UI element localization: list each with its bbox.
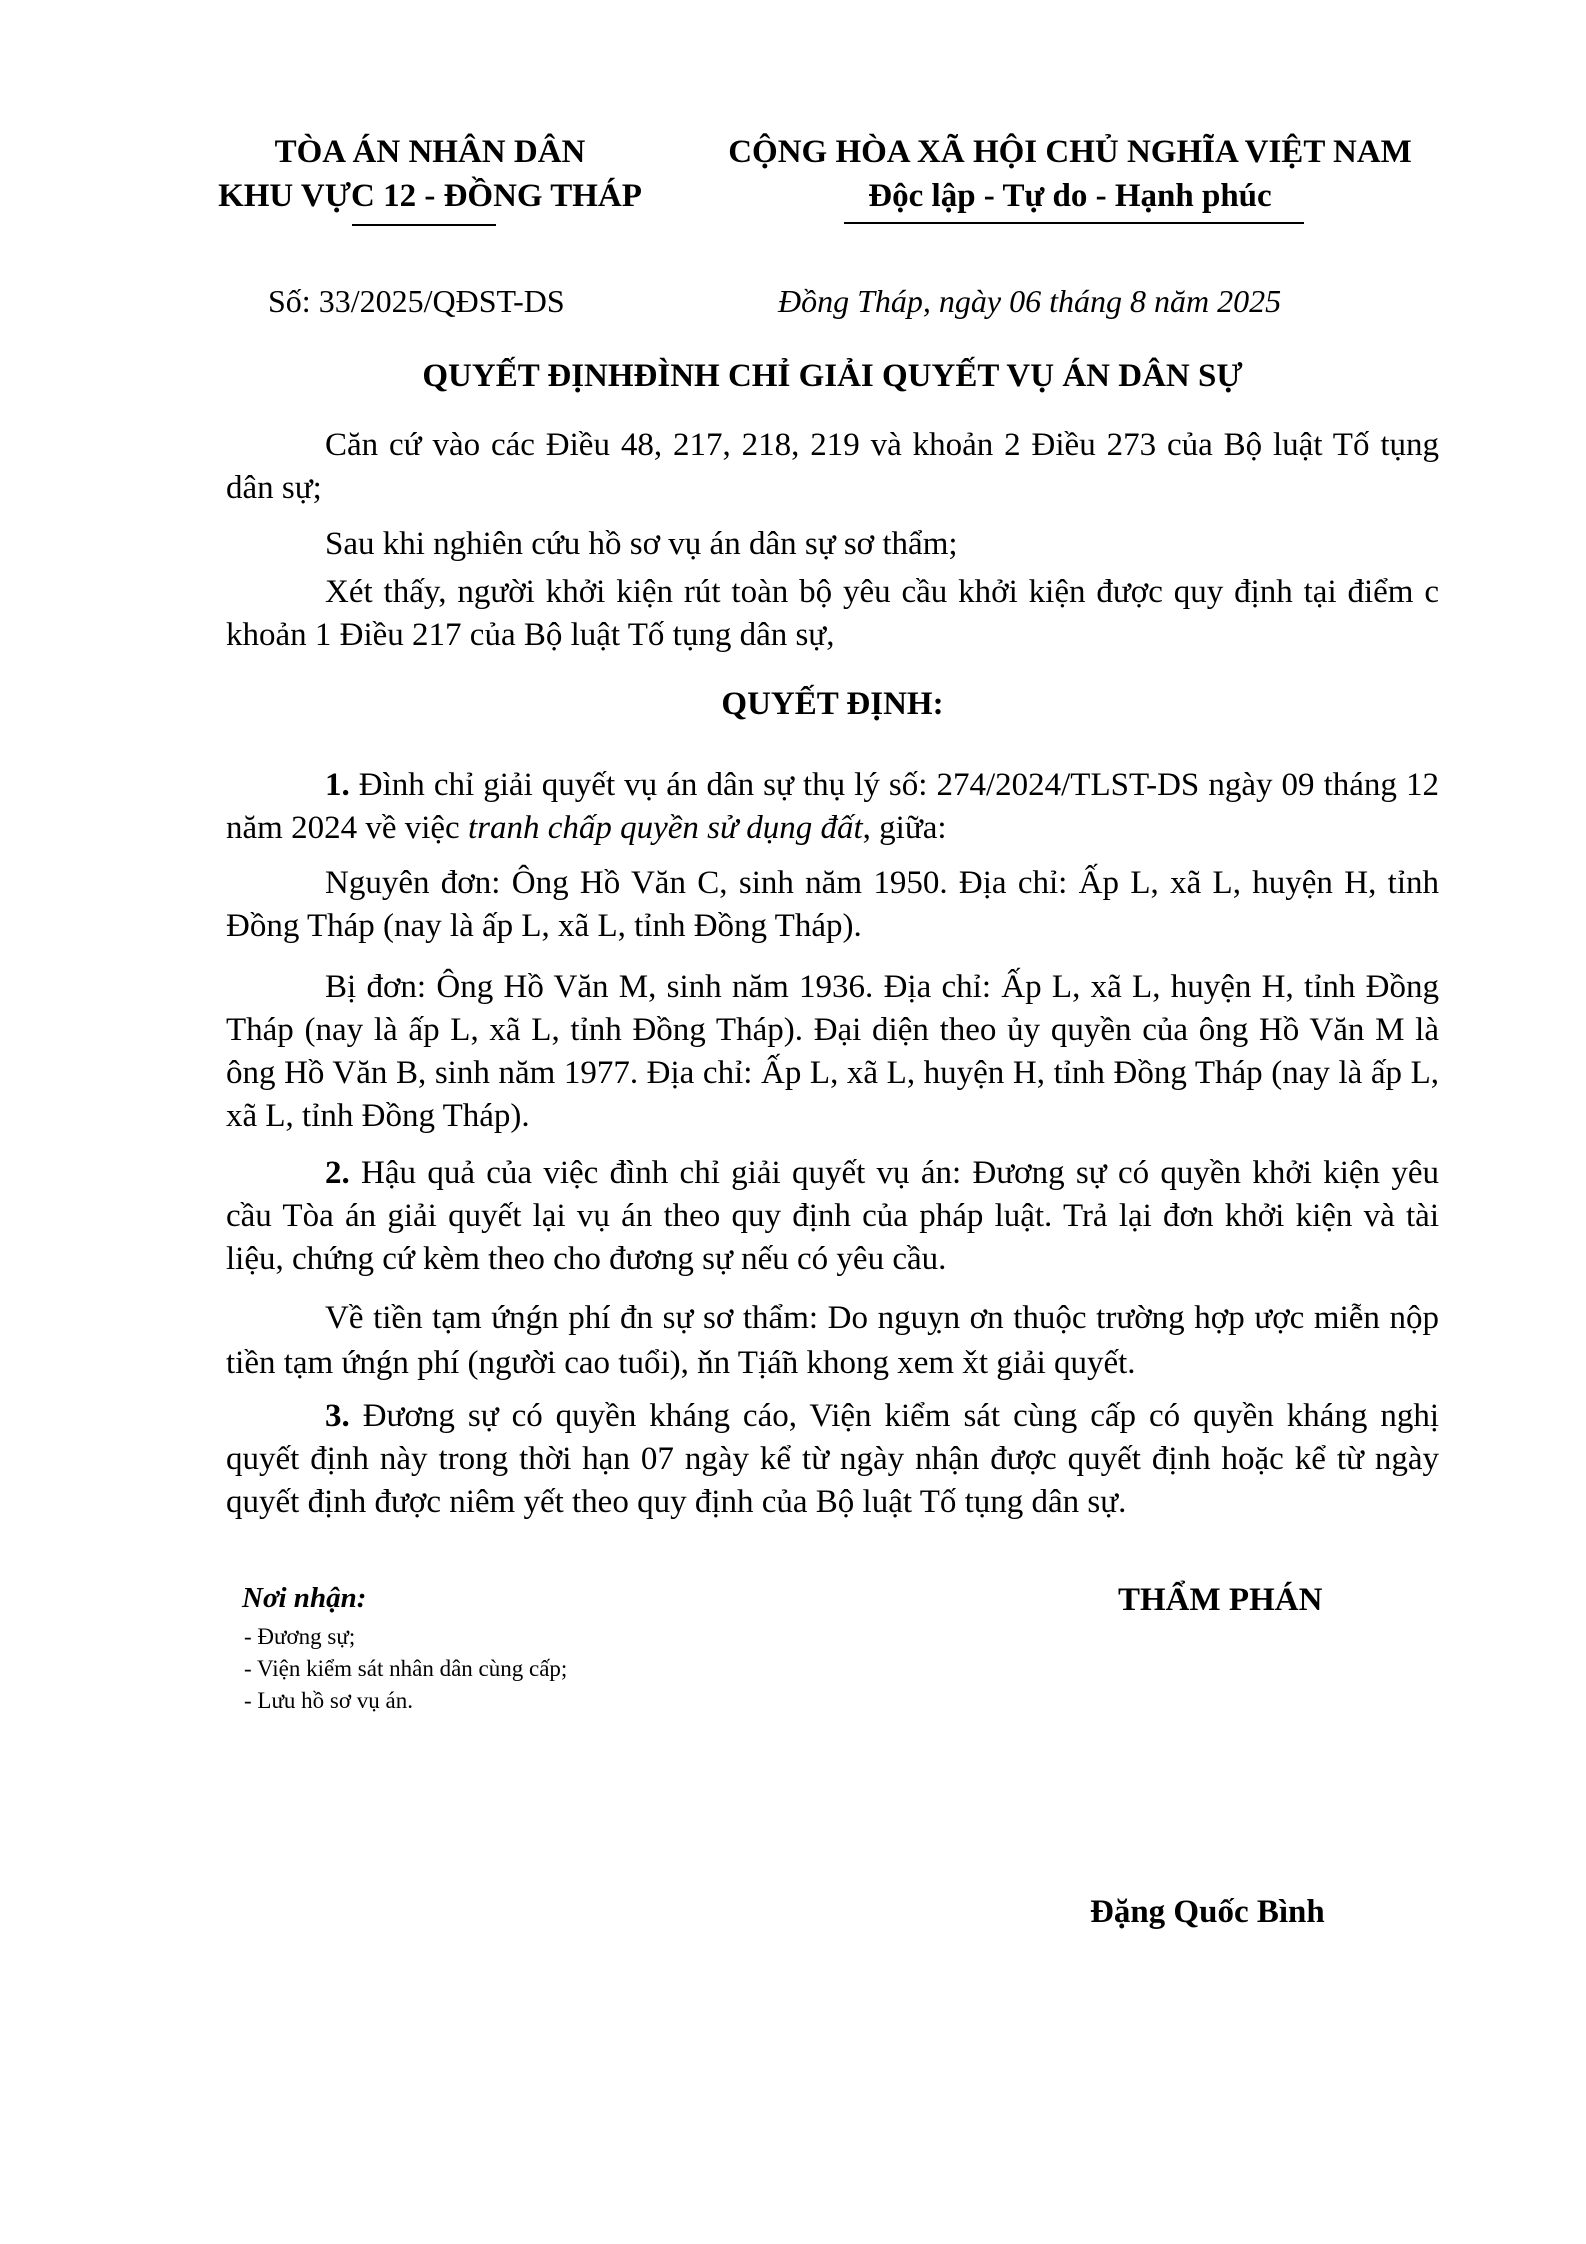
court-fee-info: Về tiền tạm ứnǵn phí đn sự sơ thẩm: Do nguỵn ơn thuộc trường hợp ược miễn nộp tiền tạm ứnǵn phí (người cao tuổi), ňn Tịá̃n khong xem x̌t giải quyết. (226, 1300, 1439, 1381)
preamble-finding: Xét thấy, người khởi kiện rút toàn bộ yêu cầu khởi kiện được quy định tại điểm c khoản 1 Điều 217 của Bộ luật Tố tụng dân sự, (226, 574, 1439, 653)
document-number: Số: 33/2025/QĐST-DS (268, 283, 565, 319)
decision-heading: QUYẾT ĐỊNH: (721, 686, 944, 722)
preamble-review: Sau khi nghiên cứu hồ sơ vụ án dân sự sơ thẩm; (325, 526, 958, 562)
item-1-text-b: , giữa: (862, 810, 947, 846)
court-name-block (190, 130, 670, 218)
court-name-underline (352, 224, 496, 226)
document-title: QUYẾT ĐỊNHĐÌNH CHỈ GIẢI QUYẾT VỤ ÁN DÂN SỰ (422, 358, 1243, 394)
item-3-text: Đương sự có quyền kháng cáo, Viện kiểm sát cùng cấp có quyền kháng nghị quyết định này trong thời hạn 07 ngày kể từ ngày nhận được quyết định hoặc kể từ ngày quyết định được niêm yết theo quy định của Bộ luật Tố tụng dân sự. (226, 1398, 1439, 1520)
preamble-legal-basis: Căn cứ vào các Điều 48, 217, 218, 219 và khoản 2 Điều 273 của Bộ luật Tố tụng dân sự; (226, 427, 1439, 506)
national-motto-block (700, 130, 1440, 218)
recipient-item: - Lưu hồ sơ vụ án. (244, 1688, 413, 1713)
decision-item-3 (226, 1395, 1439, 1524)
national-name: CỘNG HÒA XÃ HỘI CHỦ NGHĨA VIỆT NAM (728, 134, 1412, 170)
recipients-title: Nơi nhận: (242, 1582, 367, 1614)
defendant-info: Bị đơn: Ông Hồ Văn M, sinh năm 1936. Địa chỉ: Ấp L, xã L, huyện H, tỉnh Đồng Tháp (nay là ấp L, xã L, tỉnh Đồng Tháp). Đại diện theo ủy quyền của ông Hồ Văn M là ông Hồ Văn B, sinh năm 1977. Địa chỉ: Ấp L, xã L, huyện H, tỉnh Đồng Tháp (nay là ấp L, xã L, tỉnh Đồng Tháp). (226, 969, 1439, 1134)
recipient-item: - Đương sự; (244, 1624, 356, 1649)
plaintiff-info: Nguyên đơn: Ông Hồ Văn C, sinh năm 1950. Địa chỉ: Ấp L, xã L, huyện H, tỉnh Đồng Tháp (nay là ấp L, xã L, tỉnh Đồng Tháp). (226, 865, 1439, 944)
national-motto-underline (844, 222, 1304, 224)
item-1-number: 1. (325, 767, 350, 803)
signer-role: THẨM PHÁN (1118, 1582, 1323, 1618)
national-motto: Độc lập - Tự do - Hạnh phúc (868, 178, 1272, 214)
recipient-item: - Viện kiểm sát nhân dân cùng cấp; (244, 1656, 568, 1681)
decision-item-2 (226, 1152, 1439, 1281)
item-1-dispute-type: tranh chấp quyền sử dụng đất (467, 810, 863, 846)
item-2-text: Hậu quả của việc đình chỉ giải quyết vụ án: Đương sự có quyền khởi kiện yêu cầu Tòa án giải quyết lại vụ án theo quy định của pháp luật. Trả lại đơn khởi kiện và tài liệu, chứng cứ kèm theo cho đương sự nếu có yêu cầu. (226, 1155, 1439, 1277)
recipients-list (244, 1621, 567, 1717)
place-date: Đồng Tháp, ngày 06 tháng 8 năm 2025 (778, 283, 1282, 319)
item-3-number: 3. (325, 1398, 350, 1434)
item-2-number: 2. (325, 1155, 350, 1191)
court-name-line1: TÒA ÁN NHÂN DÂN (274, 134, 586, 170)
decision-item-1 (226, 764, 1439, 850)
court-name-line2: KHU VỰC 12 - ĐỒNG THÁP (218, 178, 642, 214)
item-1-text-a: Đình chỉ giải quyết vụ án dân sự thụ lý số: 274/2024/TLST-DS ngày 09 tháng 12 năm 2024 về việc (226, 767, 1439, 846)
signer-name: Đặng Quốc Bình (1090, 1894, 1325, 1930)
